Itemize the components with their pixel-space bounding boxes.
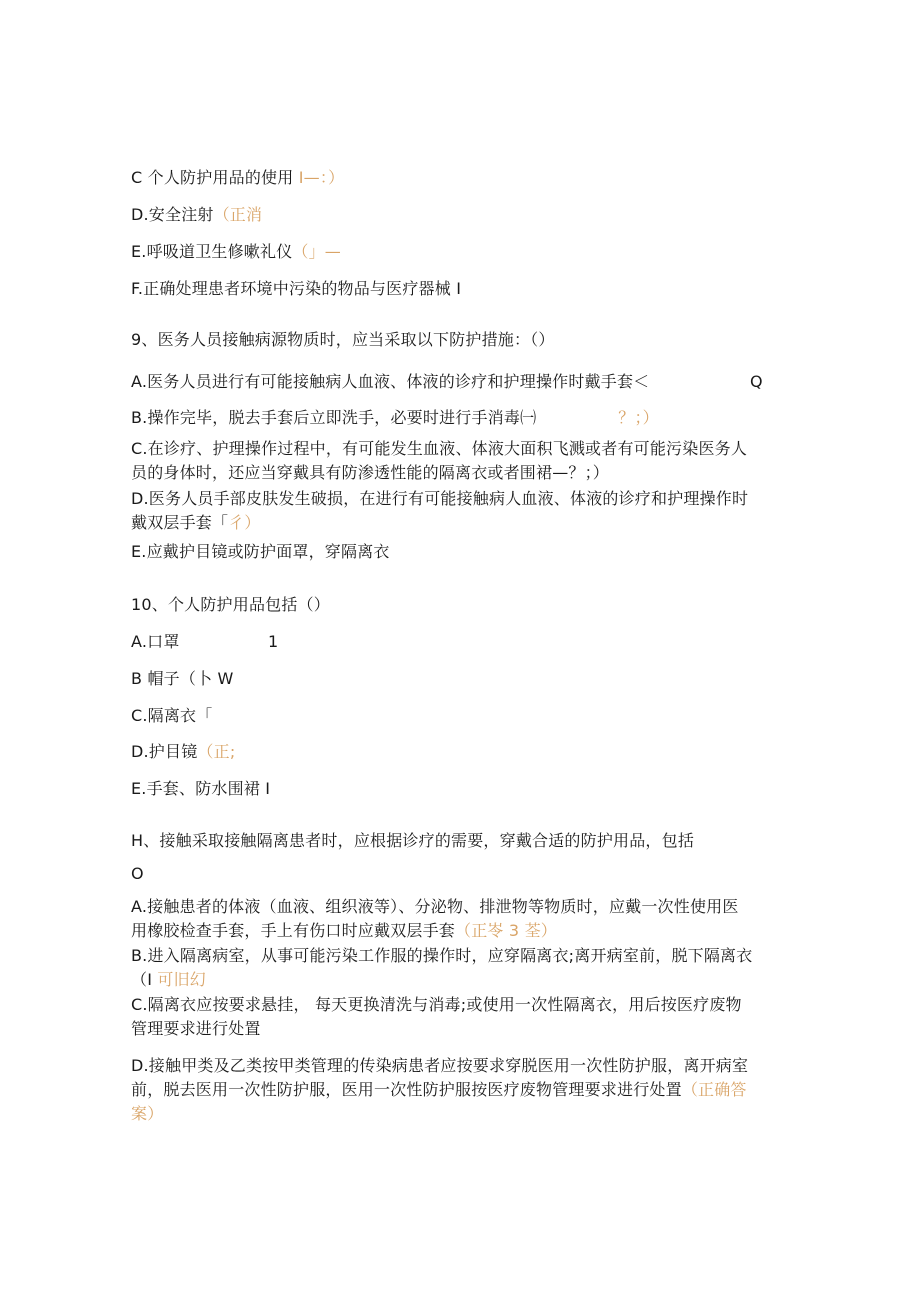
q11-option-d-line1: D.接触甲类及乙类按甲类管理的传染病患者应按要求穿脱医用一次性防护服，离开病室 xyxy=(131,1056,749,1075)
q11-stem: H、接触采取接触隔离患者时，应根据诊疗的需要，穿戴合适的防护用品，包括 xyxy=(131,831,695,850)
q11-option-a-mark: （正岺 3 荃） xyxy=(455,921,557,940)
q8-option-c xyxy=(131,166,344,190)
q8-option-e-text: E.呼吸道卫生修嗽礼仪 xyxy=(131,242,293,261)
q11-option-c-line2: 管理要求进行处置 xyxy=(131,1019,261,1038)
q11-stem-tail: O xyxy=(131,864,144,883)
q9-option-c-line2: 员的身体时，还应当穿戴具有防渗透性能的隔离衣或者围裙—？；） xyxy=(131,463,610,482)
q10-option-d xyxy=(131,740,235,764)
q8-option-d xyxy=(131,203,262,227)
q8-option-d-mark: （正消 xyxy=(213,205,263,224)
q9-stem: 9、医务人员接触病源物质时，应当采取以下防护措施：（） xyxy=(131,330,555,349)
q9-option-e: E.应戴护目镜或防护面罩，穿隔离衣 xyxy=(131,542,390,561)
q10-option-a-tail: 1 xyxy=(268,632,279,651)
q9-option-d-line2 xyxy=(131,511,261,535)
q11-option-d-mark-tail: 案） xyxy=(131,1104,164,1123)
q11-option-b-line2 xyxy=(131,968,206,992)
q8-option-c-text: C 个人防护用品的使用 xyxy=(131,168,299,187)
q10-option-e: E.手套、防水围裙 I xyxy=(131,779,271,798)
q11-option-a-text: 用橡胶检查手套，手上有伤口时应戴双层手套 xyxy=(131,921,456,940)
q10-option-a-text: A.口罩 xyxy=(131,632,180,651)
q8-option-c-mark: I—：） xyxy=(298,168,345,187)
q11-option-d-line2 xyxy=(131,1078,747,1102)
q9-option-b xyxy=(131,406,659,430)
q8-option-e xyxy=(131,240,341,264)
q9-option-c-line1: C.在诊疗、护理操作过程中，有可能发生血液、体液大面积飞溅或者有可能污染医务人 xyxy=(131,439,748,458)
q11-option-a-line2 xyxy=(131,919,557,943)
q11-option-c-line1: C.隔离衣应按要求悬挂， 每天更换清洗与消毒;或使用一次性隔离衣，用后按医疗废物 xyxy=(131,995,742,1014)
q10-option-b: B 帽子（卜 W xyxy=(131,669,234,688)
q10-option-d-mark: （正; xyxy=(197,742,236,761)
q11-option-d-line3 xyxy=(131,1102,163,1126)
q9-option-a-tail: Q xyxy=(750,372,763,391)
q11-option-b-line1: B.进入隔离病室，从事可能污染工作服的操作时，应穿隔离衣;离开病室前，脱下隔离衣 xyxy=(131,946,753,965)
q8-option-e-mark: （」— xyxy=(292,242,342,261)
q11-option-a-line1: A.接触患者的体液（血液、组织液等）、分泌物、排泄物等物质时，应戴一次性使用医 xyxy=(131,897,739,916)
q8-option-f xyxy=(131,277,461,301)
q10-option-a xyxy=(131,630,291,654)
q8-option-d-text: D.安全注射 xyxy=(131,205,214,224)
q9-option-a-text: A.医务人员进行有可能接触病人血液、体液的诊疗和护理操作时戴手套＜ xyxy=(131,372,650,391)
q10-option-c: C.隔离衣「 xyxy=(131,706,213,725)
q8-option-f-text: F.正确处理患者环境中污染的物品与医疗器械 I xyxy=(131,279,462,298)
q11-option-d-mark: （正确答 xyxy=(681,1080,747,1099)
q11-option-b-mark: 可旧幻 xyxy=(157,970,207,989)
q11-option-d-text: 前，脱去医用一次性防护服，医用一次性防护服按医疗废物管理要求进行处置 xyxy=(131,1080,682,1099)
q11-option-b-text: （I xyxy=(131,970,158,989)
q10-option-d-text: D.护目镜 xyxy=(131,742,198,761)
q9-option-d-mark: 彳） xyxy=(228,513,261,532)
q9-option-d-line1: D.医务人员手部皮肤发生破损，在进行有可能接触病人血液、体液的诊疗和护理操作时 xyxy=(131,489,749,508)
q9-option-a xyxy=(131,370,771,394)
q9-option-b-text: B.操作完毕，脱去手套后立即洗手，必要时进行手消毒㈠ xyxy=(131,408,537,427)
q9-option-b-mark: ？；） xyxy=(618,408,659,427)
q10-stem: 10、个人防护用品包括（） xyxy=(131,595,330,614)
q9-option-d-text: 戴双层手套「 xyxy=(131,513,229,532)
